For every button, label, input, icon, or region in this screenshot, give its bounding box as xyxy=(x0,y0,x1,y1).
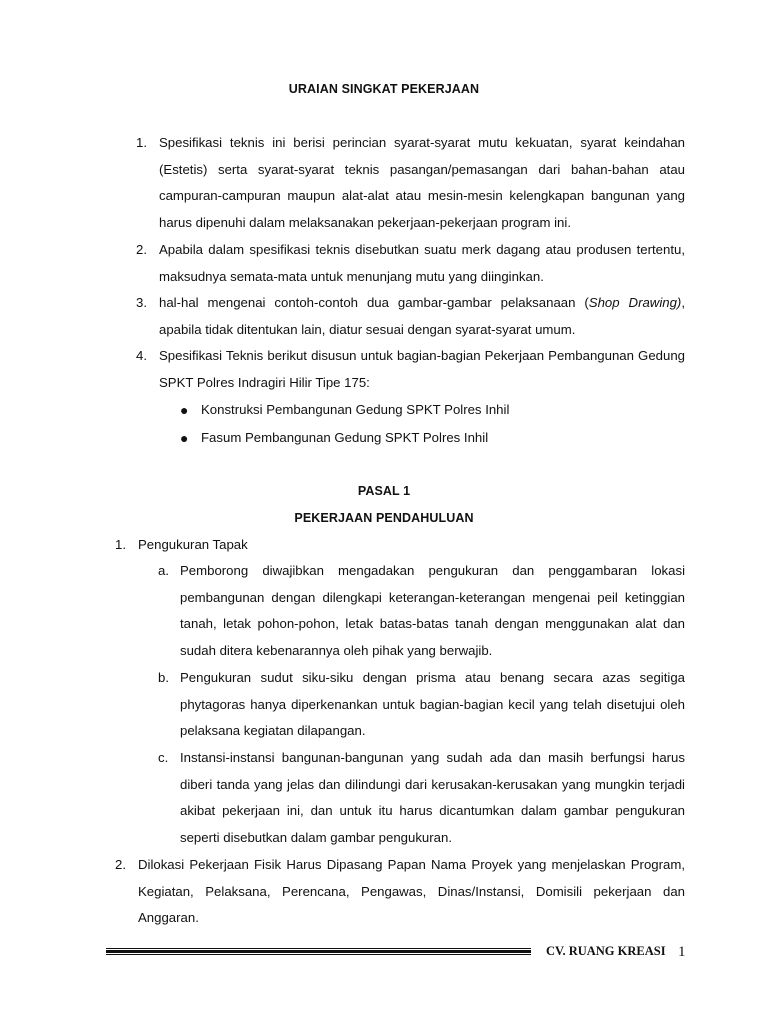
section-subtitle: PEKERJAAN PENDAHULUAN xyxy=(294,511,474,525)
page-title: URAIAN SINGKAT PEKERJAAN xyxy=(288,82,480,96)
bullet-icon: ● xyxy=(180,430,189,446)
section-title: PASAL 1 xyxy=(357,484,411,498)
list-item-text xyxy=(159,290,685,343)
list-item-text-part: hal-hal mengenai contoh-contoh dua gambar-gambar pelaksanaan ( xyxy=(159,295,589,310)
sub-list-letter: b. xyxy=(158,670,169,685)
sub-list-item-text: Pemborong diwajibkan mengadakan pengukuran dan penggambaran lokasi pembangunan dengan dilengkapi keterangan-keterangan mengenai peil ketinggian tanah, letak pohon-pohon, letak batas-batas tanah dengan menggunakan alat dan sudah ditera kebenarannya oleh pihak yang berwajib. xyxy=(180,563,685,658)
list-number: 2. xyxy=(115,857,126,872)
list-number: 1. xyxy=(115,537,126,552)
list-number: 4. xyxy=(136,348,147,363)
sub-list-letter: c. xyxy=(158,750,169,765)
footer-company: CV. RUANG KREASI xyxy=(546,944,666,958)
bullet-icon: ● xyxy=(180,402,189,418)
footer-rule xyxy=(106,948,531,955)
list-item-text: Apabila dalam spesifikasi teknis disebutkan suatu merk dagang atau produsen tertentu, maksudnya semata-mata untuk menunjang mutu yang diinginkan. xyxy=(159,242,685,284)
list-item-text-part: , apabila tidak ditentukan lain, diatur sesuai dengan syarat-syarat umum. xyxy=(159,295,685,337)
page-number: 1 xyxy=(678,944,686,960)
shop-drawing-italic: Shop Drawing) xyxy=(588,295,682,310)
list-item-text: Spesifikasi teknis ini berisi perincian syarat-syarat mutu kekuatan, syarat keindahan (Estetis) serta syarat-syarat teknis pasangan/pemasangan dari bahan-bahan atau campuran-campuran maupun alat-alat atau mesin-mesin kelengkapan bangunan yang harus dipenuhi dalam melaksanakan pekerjaan-pekerjaan program ini. xyxy=(159,135,685,230)
list-number: 2. xyxy=(136,242,147,257)
bullet-item: Fasum Pembangunan Gedung SPKT Polres Inhil xyxy=(201,430,489,445)
list-item-text: Dilokasi Pekerjaan Fisik Harus Dipasang Papan Nama Proyek yang menjelaskan Program, Kegiatan, Pelaksana, Perencana, Pengawas, Dinas/Instansi, Domisili pekerjaan dan Anggaran. xyxy=(138,857,685,925)
list-item-text: Pengukuran Tapak xyxy=(138,537,248,552)
sub-list-item-text: Pengukuran sudut siku-siku dengan prisma atau benang secara azas segitiga phytagoras hanya diperkenankan untuk bagian-bagian kecil yang telah disetujui oleh pelaksana kegiatan dilapangan. xyxy=(180,670,685,738)
list-number: 1. xyxy=(136,135,147,150)
list-item-text: Spesifikasi Teknis berikut disusun untuk bagian-bagian Pekerjaan Pembangunan Gedung SPKT Polres Indragiri Hilir Tipe 175: xyxy=(159,348,685,390)
list-number: 3. xyxy=(136,295,147,310)
sub-list-item-text: Instansi-instansi bangunan-bangunan yang sudah ada dan masih berfungsi harus diberi tanda yang jelas dan dilindungi dari kerusakan-kerusakan yang mungkin terjadi akibat pekerjaan ini, dan untuk itu harus dicantumkan dalam gambar pengukuran seperti disebutkan dalam gambar pengukuran. xyxy=(180,750,685,845)
bullet-item: Konstruksi Pembangunan Gedung SPKT Polres Inhil xyxy=(201,402,510,417)
sub-list-letter: a. xyxy=(158,563,169,578)
